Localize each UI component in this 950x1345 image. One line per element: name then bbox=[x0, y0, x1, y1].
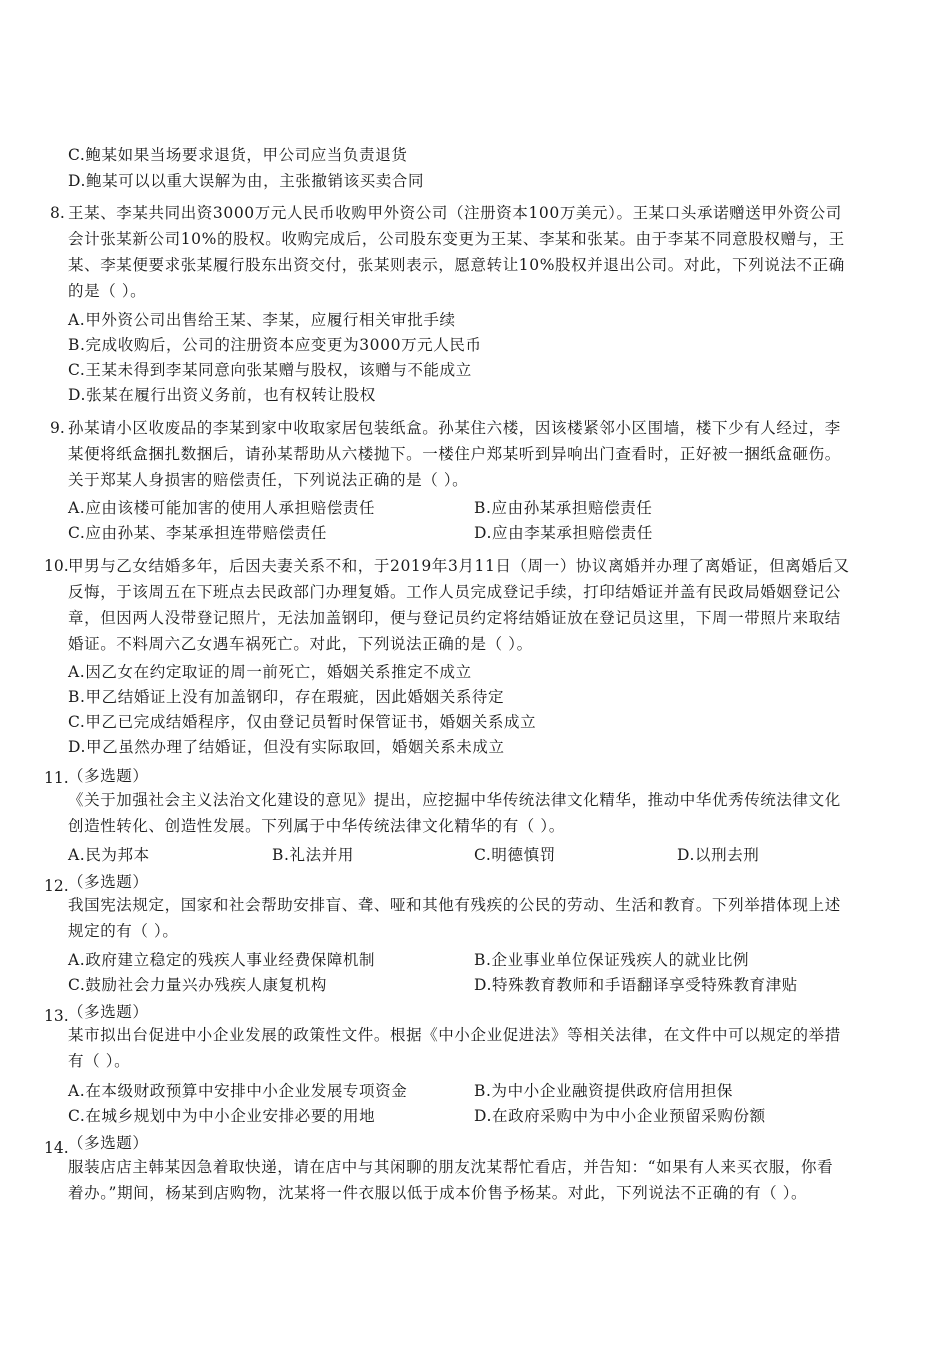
q9-option-c: C.应由孙某、李某承担连带赔偿责任 bbox=[68, 524, 327, 542]
q12-stem-line: 规定的有（ ）。 bbox=[68, 922, 179, 940]
q11-stem-line: 创造性转化、创造性发展。下列属于中华传统法律文化精华的有（ ）。 bbox=[68, 817, 565, 835]
q13-option-b: B.为中小企业融资提供政府信用担保 bbox=[474, 1082, 734, 1100]
q13-stem-line: 有（ ）。 bbox=[68, 1052, 131, 1070]
q13-stem-line: 某市拟出台促进中小企业发展的政策性文件。根据《中小企业促进法》等相关法律，在文件中可以规定的举措 bbox=[68, 1026, 841, 1044]
q10-stem-line: 反悔，于该周五在下班点去民政部门办理复婚。工作人员完成登记手续，打印结婚证并盖有民政局婚姻登记公 bbox=[68, 583, 841, 601]
q13-option-d: D.在政府采购中为中小企业预留采购份额 bbox=[474, 1107, 766, 1125]
q11-stem-line: 《关于加强社会主义法治文化建设的意见》提出，应挖掘中华传统法律文化精华，推动中华优秀传统法律文化 bbox=[68, 791, 841, 809]
q9-number: 9. bbox=[50, 419, 65, 437]
q7-option-c: C.鲍某如果当场要求退货，甲公司应当负责退货 bbox=[68, 146, 408, 164]
q12-option-c: C.鼓励社会力量兴办残疾人康复机构 bbox=[68, 976, 327, 994]
q8-option-c: C.王某未得到李某同意向张某赠与股权，该赠与不能成立 bbox=[68, 361, 472, 379]
q7-option-d: D.鲍某可以以重大误解为由，主张撤销该买卖合同 bbox=[68, 172, 425, 190]
q11-option-c: C.明德慎罚 bbox=[474, 846, 556, 864]
q12-option-d: D.特殊教育教师和手语翻译享受特殊教育津贴 bbox=[474, 976, 798, 994]
q10-option-a: A.因乙女在约定取证的周一前死亡，婚姻关系推定不成立 bbox=[68, 663, 472, 681]
q14-stem-line: 服装店店主韩某因急着取快递，请在店中与其闲聊的朋友沈某帮忙看店，并告知：“如果有人来买衣服，你看 bbox=[68, 1158, 834, 1176]
q13-option-a: A.在本级财政预算中安排中小企业发展专项资金 bbox=[68, 1082, 408, 1100]
q11-tag: （多选题） bbox=[68, 767, 149, 785]
q8-stem-line: 王某、李某共同出资3000万元人民币收购甲外资公司（注册资本100万美元）。王某口头承诺赠送甲外资公司 bbox=[68, 204, 842, 222]
q10-option-c: C.甲乙已完成结婚程序，仅由登记员暂时保管证书，婚姻关系成立 bbox=[68, 713, 537, 731]
q8-option-d: D.张某在履行出资义务前，也有权转让股权 bbox=[68, 386, 376, 404]
q13-tag: （多选题） bbox=[68, 1003, 149, 1021]
q8-stem-line: 的是（ ）。 bbox=[68, 282, 147, 300]
q14-number: 14. bbox=[44, 1139, 69, 1157]
q8-stem-line: 某、李某便要求张某履行股东出资交付，张某则表示，愿意转让10%股权并退出公司。对此，下列说法不正确 bbox=[68, 256, 845, 274]
q10-option-b: B.甲乙结婚证上没有加盖钢印，存在瑕疵，因此婚姻关系待定 bbox=[68, 688, 505, 706]
q9-stem-line: 孙某请小区收废品的李某到家中收取家居包装纸盒。孙某住六楼，因该楼紧邻小区围墙，楼下少有人经过，李 bbox=[68, 419, 841, 437]
q10-stem-line: 甲男与乙女结婚多年，后因夫妻关系不和，于2019年3月11日（周一）协议离婚并办理了离婚证，但离婚后又 bbox=[68, 557, 850, 575]
q10-stem-line: 婚证。不料周六乙女遇车祸死亡。对此，下列说法正确的是（ ）。 bbox=[68, 635, 533, 653]
q11-option-d: D.以刑去刑 bbox=[677, 846, 760, 864]
q11-number: 11. bbox=[44, 769, 69, 787]
q8-option-a: A.甲外资公司出售给王某、李某，应履行相关审批手续 bbox=[68, 311, 456, 329]
q11-option-a: A.民为邦本 bbox=[68, 846, 150, 864]
q10-number: 10. bbox=[44, 557, 69, 575]
q11-option-b: B.礼法并用 bbox=[272, 846, 354, 864]
q9-stem-line: 关于郑某人身损害的赔偿责任，下列说法正确的是（ ）。 bbox=[68, 471, 469, 489]
q12-number: 12. bbox=[44, 877, 69, 895]
q12-stem-line: 我国宪法规定，国家和社会帮助安排盲、聋、哑和其他有残疾的公民的劳动、生活和教育。下列举措体现上述 bbox=[68, 896, 841, 914]
q8-stem-line: 会计张某新公司10%的股权。收购完成后，公司股东变更为王某、李某和张某。由于李某不同意股权赠与，王 bbox=[68, 230, 845, 248]
q8-option-b: B.完成收购后，公司的注册资本应变更为3000万元人民币 bbox=[68, 336, 482, 354]
q12-tag: （多选题） bbox=[68, 873, 149, 891]
q8-number: 8. bbox=[50, 204, 65, 222]
q9-option-b: B.应由孙某承担赔偿责任 bbox=[474, 499, 653, 517]
q9-option-d: D.应由李某承担赔偿责任 bbox=[474, 524, 654, 542]
q14-tag: （多选题） bbox=[68, 1134, 149, 1152]
q10-stem-line: 章，但因两人没带登记照片，无法加盖钢印，便与登记员约定将结婚证放在登记员这里，下周一带照片来取结 bbox=[68, 609, 841, 627]
q12-option-a: A.政府建立稳定的残疾人事业经费保障机制 bbox=[68, 951, 376, 969]
q9-stem-line: 某便将纸盒捆扎数捆后，请孙某帮助从六楼抛下。一楼住户郑某听到异响出门查看时，正好被一捆纸盒砸伤。 bbox=[68, 445, 841, 463]
q14-stem-line: 着办。”期间，杨某到店购物，沈某将一件衣服以低于成本价售予杨某。对此，下列说法不正确的有（ ）。 bbox=[68, 1184, 808, 1202]
q9-option-a: A.应由该楼可能加害的使用人承担赔偿责任 bbox=[68, 499, 376, 517]
q13-number: 13. bbox=[44, 1007, 69, 1025]
q13-option-c: C.在城乡规划中为中小企业安排必要的用地 bbox=[68, 1107, 376, 1125]
q10-option-d: D.甲乙虽然办理了结婚证，但没有实际取回，婚姻关系未成立 bbox=[68, 738, 505, 756]
q12-option-b: B.企业事业单位保证残疾人的就业比例 bbox=[474, 951, 750, 969]
